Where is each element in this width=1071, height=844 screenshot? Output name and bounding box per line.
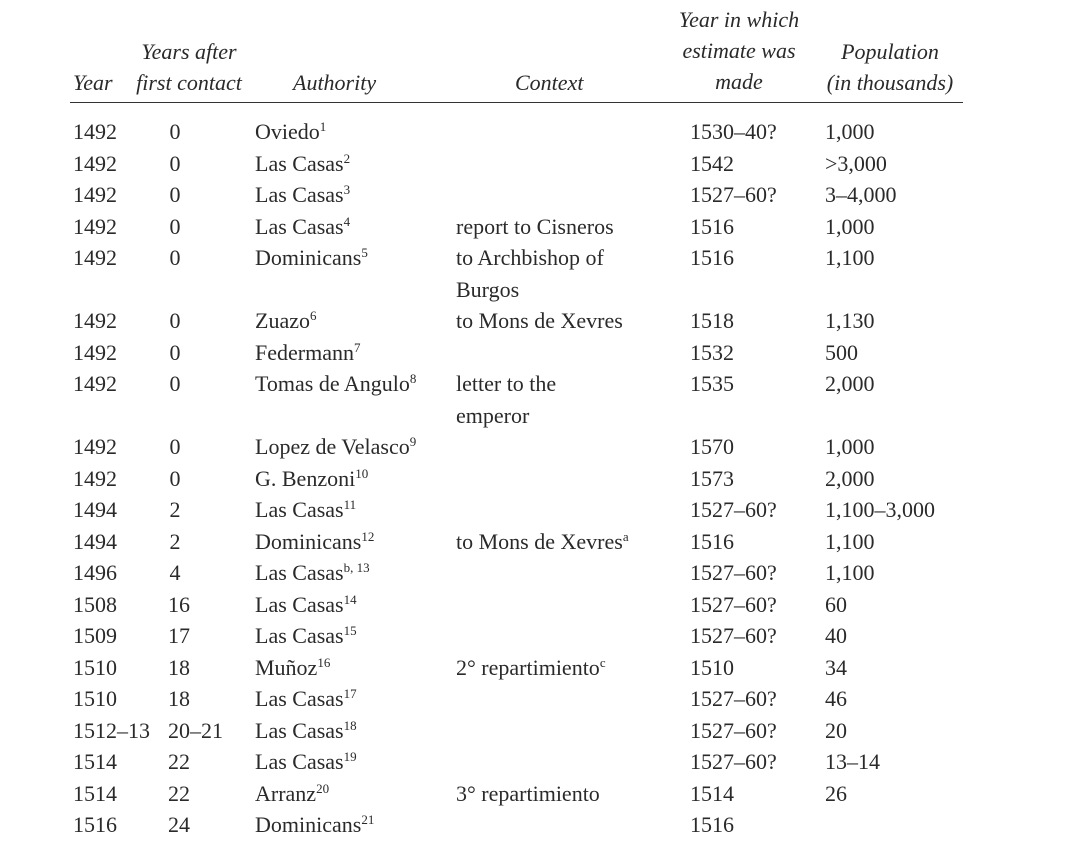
cell-context: to Archbishop of xyxy=(456,245,604,270)
cell-estimate-year: 1530–40? xyxy=(690,119,777,144)
header-years-after xyxy=(135,36,243,98)
footnote-ref: 9 xyxy=(409,434,417,449)
cell-estimate-year: 1510 xyxy=(690,654,734,680)
cell-authority: Dominicans$^5$ xyxy=(255,245,368,270)
cell-population: 1,100 xyxy=(825,245,875,270)
cell-authority: Las Casas$^{b, 13}$ xyxy=(255,560,370,585)
footnote-ref: 16 xyxy=(317,654,331,670)
cell-year: 1492 xyxy=(73,150,117,176)
cell-years-after: 2 xyxy=(169,497,181,522)
cell-estimate-year: 1527–60? xyxy=(690,749,777,774)
cell-year: 1492 xyxy=(73,182,117,207)
cell-year: 1492 xyxy=(73,339,117,365)
header-population-line1: Population xyxy=(841,39,939,64)
cell-authority: Las Casas$^{18}$ xyxy=(255,717,357,743)
footnote-ref: 4 xyxy=(343,213,351,229)
cell-year: 1514 xyxy=(73,749,117,774)
cell-year: 1492 xyxy=(73,245,117,270)
header-estimate-year xyxy=(664,4,814,97)
cell-authority: Las Casas$^{11}$ xyxy=(255,497,357,522)
cell-year: 1510 xyxy=(73,654,117,680)
footnote-ref: b, 13 xyxy=(343,560,370,575)
header-year: Year xyxy=(73,70,113,95)
cell-population: 60 xyxy=(825,591,847,617)
cell-authority: Las Casas$^4$ xyxy=(255,213,351,239)
cell-estimate-year: 1527–60? xyxy=(690,717,777,743)
cell-year: 1496 xyxy=(73,560,117,585)
footnote-ref: 21 xyxy=(361,812,375,827)
cell-year: 1509 xyxy=(73,623,117,648)
cell-authority: Las Casas$^{14}$ xyxy=(255,591,357,617)
footnote-ref: 19 xyxy=(343,749,357,764)
cell-year: 1492 xyxy=(73,434,117,459)
footnote-ref: 14 xyxy=(343,591,357,607)
cell-years-after: 20–21 xyxy=(168,717,223,743)
cell-population: 500 xyxy=(825,339,858,365)
cell-population: 1,100 xyxy=(825,560,875,585)
cell-year: 1492 xyxy=(73,213,117,239)
cell-estimate-year: 1527–60? xyxy=(690,497,777,522)
cell-authority: Federmann$^7$ xyxy=(255,339,361,365)
cell-estimate-year: 1516 xyxy=(690,812,734,837)
cell-population: 1,000 xyxy=(825,119,875,144)
cell-years-after: 0 xyxy=(169,150,181,176)
footnote-ref: 8 xyxy=(409,371,417,386)
footnote-ref: a xyxy=(622,528,629,544)
footnote-ref: 3 xyxy=(343,182,351,197)
header-estimate-line2: estimate was xyxy=(682,38,796,63)
cell-population: 1,100 xyxy=(825,528,875,554)
cell-estimate-year: 1527–60? xyxy=(690,623,777,648)
cell-estimate-year: 1570 xyxy=(690,434,734,459)
footnote-ref: 11 xyxy=(343,497,357,512)
cell-population: 1,130 xyxy=(825,308,875,333)
cell-authority: Muñoz$^{16}$ xyxy=(255,654,331,680)
cell-authority: Dominicans$^{12}$ xyxy=(255,528,375,554)
footnote-ref: c xyxy=(599,654,606,670)
cell-years-after: 18 xyxy=(168,654,190,680)
cell-context: to Mons de Xevres xyxy=(456,308,623,333)
cell-population: 40 xyxy=(825,623,847,648)
cell-estimate-year: 1573 xyxy=(690,465,734,491)
cell-population: 46 xyxy=(825,686,847,711)
cell-year: 1512–13 xyxy=(73,717,150,743)
cell-years-after: 0 xyxy=(169,465,181,491)
cell-population: 1,000 xyxy=(825,434,875,459)
footnote-ref: 10 xyxy=(355,465,369,481)
cell-years-after: 0 xyxy=(169,434,181,459)
header-population-line2: (in thousands) xyxy=(826,70,954,95)
cell-context: letter to the xyxy=(456,371,557,396)
cell-estimate-year: 1527–60? xyxy=(690,182,777,207)
cell-context-continued: Burgos xyxy=(456,276,520,302)
cell-authority: Tomas de Angulo$^8$ xyxy=(255,371,417,396)
footnote-ref: 1 xyxy=(319,119,327,134)
cell-context: report to Cisneros xyxy=(456,213,614,239)
cell-authority: Dominicans$^{21}$ xyxy=(255,812,375,837)
cell-population: 1,100–3,000 xyxy=(825,497,935,522)
cell-year: 1492 xyxy=(73,119,117,144)
cell-authority: G. Benzoni$^{10}$ xyxy=(255,465,369,491)
cell-context-continued: emperor xyxy=(456,402,530,428)
header-rule xyxy=(70,102,963,103)
cell-population: 26 xyxy=(825,780,847,806)
footnote-ref: 7 xyxy=(353,339,361,355)
cell-authority: Las Casas$^2$ xyxy=(255,150,351,176)
cell-population: 34 xyxy=(825,654,847,680)
cell-years-after: 18 xyxy=(168,686,190,711)
cell-population: 2,000 xyxy=(825,465,875,491)
cell-estimate-year: 1516 xyxy=(690,213,734,239)
header-estimate-line3: made xyxy=(715,69,763,94)
cell-years-after: 22 xyxy=(168,780,190,806)
cell-years-after: 0 xyxy=(169,245,181,270)
cell-population: 2,000 xyxy=(825,371,875,396)
cell-year: 1492 xyxy=(73,308,117,333)
header-context: Context xyxy=(515,70,584,95)
cell-population: 20 xyxy=(825,717,847,743)
cell-years-after: 0 xyxy=(169,339,181,365)
cell-population: >3,000 xyxy=(825,150,887,176)
cell-authority: Oviedo$^1$ xyxy=(255,119,327,144)
cell-estimate-year: 1516 xyxy=(690,528,734,554)
cell-context: to Mons de Xevres$^a$ xyxy=(456,528,629,554)
cell-estimate-year: 1532 xyxy=(690,339,734,365)
cell-year: 1514 xyxy=(73,780,117,806)
footnote-ref: 6 xyxy=(309,308,317,323)
cell-estimate-year: 1535 xyxy=(690,371,734,396)
cell-authority: Las Casas$^{15}$ xyxy=(255,623,357,648)
footnote-ref: 18 xyxy=(343,717,357,733)
header-years-after-line2: first contact xyxy=(136,70,242,95)
cell-year: 1494 xyxy=(73,497,117,522)
cell-year: 1510 xyxy=(73,686,117,711)
cell-population: 13–14 xyxy=(825,749,880,774)
header-years-after-line1: Years after xyxy=(141,39,237,64)
cell-context: 2° repartimiento$^c$ xyxy=(456,654,606,680)
cell-years-after: 17 xyxy=(168,623,190,648)
cell-year: 1492 xyxy=(73,465,117,491)
cell-population: 3–4,000 xyxy=(825,182,897,207)
cell-authority: Zuazo$^6$ xyxy=(255,308,317,333)
cell-year: 1492 xyxy=(73,371,117,396)
footnote-ref: 15 xyxy=(343,623,357,638)
cell-years-after: 24 xyxy=(168,812,190,837)
cell-authority: Arranz$^{20}$ xyxy=(255,780,330,806)
cell-authority: Las Casas$^{19}$ xyxy=(255,749,357,774)
cell-estimate-year: 1516 xyxy=(690,245,734,270)
cell-years-after: 22 xyxy=(168,749,190,774)
cell-years-after: 4 xyxy=(169,560,181,585)
cell-years-after: 2 xyxy=(169,528,181,554)
cell-authority: Lopez de Velasco$^9$ xyxy=(255,434,417,459)
cell-years-after: 0 xyxy=(169,119,181,144)
cell-year: 1516 xyxy=(73,812,117,837)
cell-years-after: 0 xyxy=(169,213,181,239)
cell-years-after: 0 xyxy=(169,308,181,333)
header-population xyxy=(820,36,960,98)
footnote-ref: 17 xyxy=(343,686,357,701)
cell-context: 3° repartimiento xyxy=(456,780,600,806)
cell-years-after: 16 xyxy=(168,591,190,617)
cell-years-after: 0 xyxy=(169,371,181,396)
header-authority: Authority xyxy=(293,70,377,95)
cell-estimate-year: 1518 xyxy=(690,308,734,333)
cell-estimate-year: 1527–60? xyxy=(690,591,777,617)
cell-population: 1,000 xyxy=(825,213,875,239)
cell-years-after: 0 xyxy=(169,182,181,207)
cell-authority: Las Casas$^{17}$ xyxy=(255,686,357,711)
footnote-ref: 2 xyxy=(343,150,351,166)
cell-estimate-year: 1527–60? xyxy=(690,686,777,711)
footnote-ref: 20 xyxy=(316,780,330,796)
cell-authority: Las Casas$^3$ xyxy=(255,182,351,207)
footnote-ref: 5 xyxy=(361,245,368,260)
cell-estimate-year: 1527–60? xyxy=(690,560,777,585)
header-estimate-line1: Year in which xyxy=(678,7,800,32)
cell-estimate-year: 1514 xyxy=(690,780,734,806)
cell-year: 1494 xyxy=(73,528,117,554)
footnote-ref: 12 xyxy=(361,528,375,544)
cell-year: 1508 xyxy=(73,591,117,617)
cell-estimate-year: 1542 xyxy=(690,150,734,176)
